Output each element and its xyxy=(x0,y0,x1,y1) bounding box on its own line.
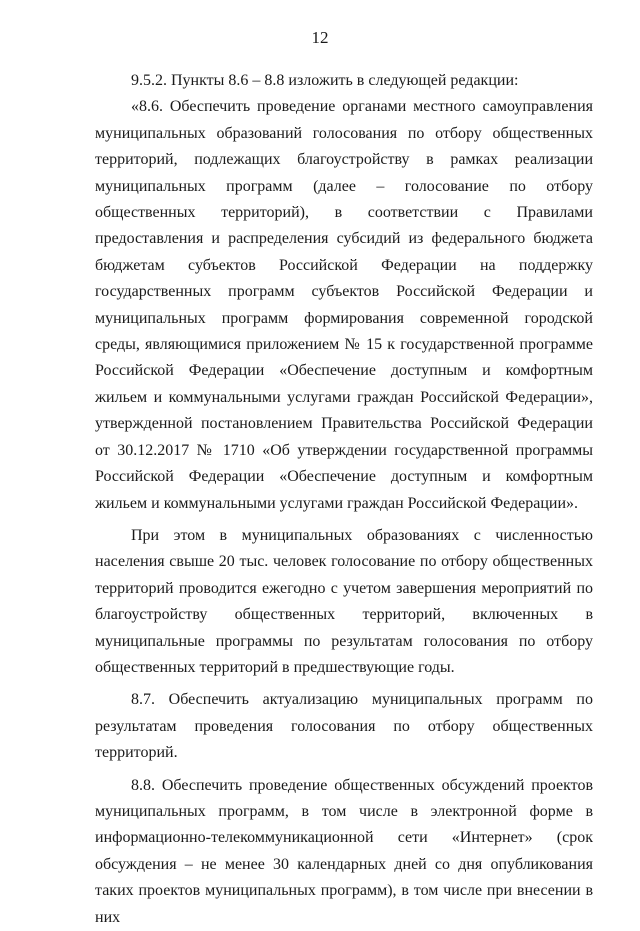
document-body xyxy=(95,68,593,931)
paragraph-8-6: «8.6. Обеспечить проведение органами местного самоуправления муниципальных образований голосования по отбору общественных территорий, подлежащих благоустройству в рамках реализации муниципальных программ (далее – голосование по отбору общественных территорий), в соответствии с Правилами предоставления и распределения субсидий из федерального бюджета бюджетам субъектов Российской Федерации на поддержку государственных программ субъектов Российской Федерации и муниципальных программ формирования современной городской среды, являющимися приложением № 15 к государственной программе Российской Федерации «Обеспечение доступным и комфортным жильем и коммунальными услугами граждан Российской Федерации», утвержденной постановлением Правительства Российской Федерации от 30.12.2017 № 1710 «Об утверждении государственной программы Российской Федерации «Обеспечение доступным и комфортным жильем и коммунальными услугами граждан Российской Федерации». xyxy=(95,98,593,512)
page-number: 12 xyxy=(311,28,329,47)
paragraph-8-7: 8.7. Обеспечить актуализацию муниципальных программ по результатам проведения голосования по отбору общественных территорий. xyxy=(95,691,593,762)
paragraph-8-8: 8.8. Обеспечить проведение общественных обсуждений проектов муниципальных программ, в том числе в электронной форме в информационно-телекоммуникационной сети «Интернет» (срок обсуждения – не менее 30 календарных дней со дня опубликования таких проектов муниципальных программ), в том числе при внесении в них xyxy=(95,776,593,926)
paragraph-9-5-2: 9.5.2. Пункты 8.6 – 8.8 изложить в следующей редакции: xyxy=(131,72,519,89)
paragraph-8-6-continued: При этом в муниципальных образованиях с численностью населения свыше 20 тыс. человек голосование по отбору общественных территорий проводится ежегодно с учетом завершения мероприятий по благоустройству общественных территорий, включенных в муниципальные программы по результатам голосования по отбору общественных территорий в предшествующие годы. xyxy=(95,526,593,676)
